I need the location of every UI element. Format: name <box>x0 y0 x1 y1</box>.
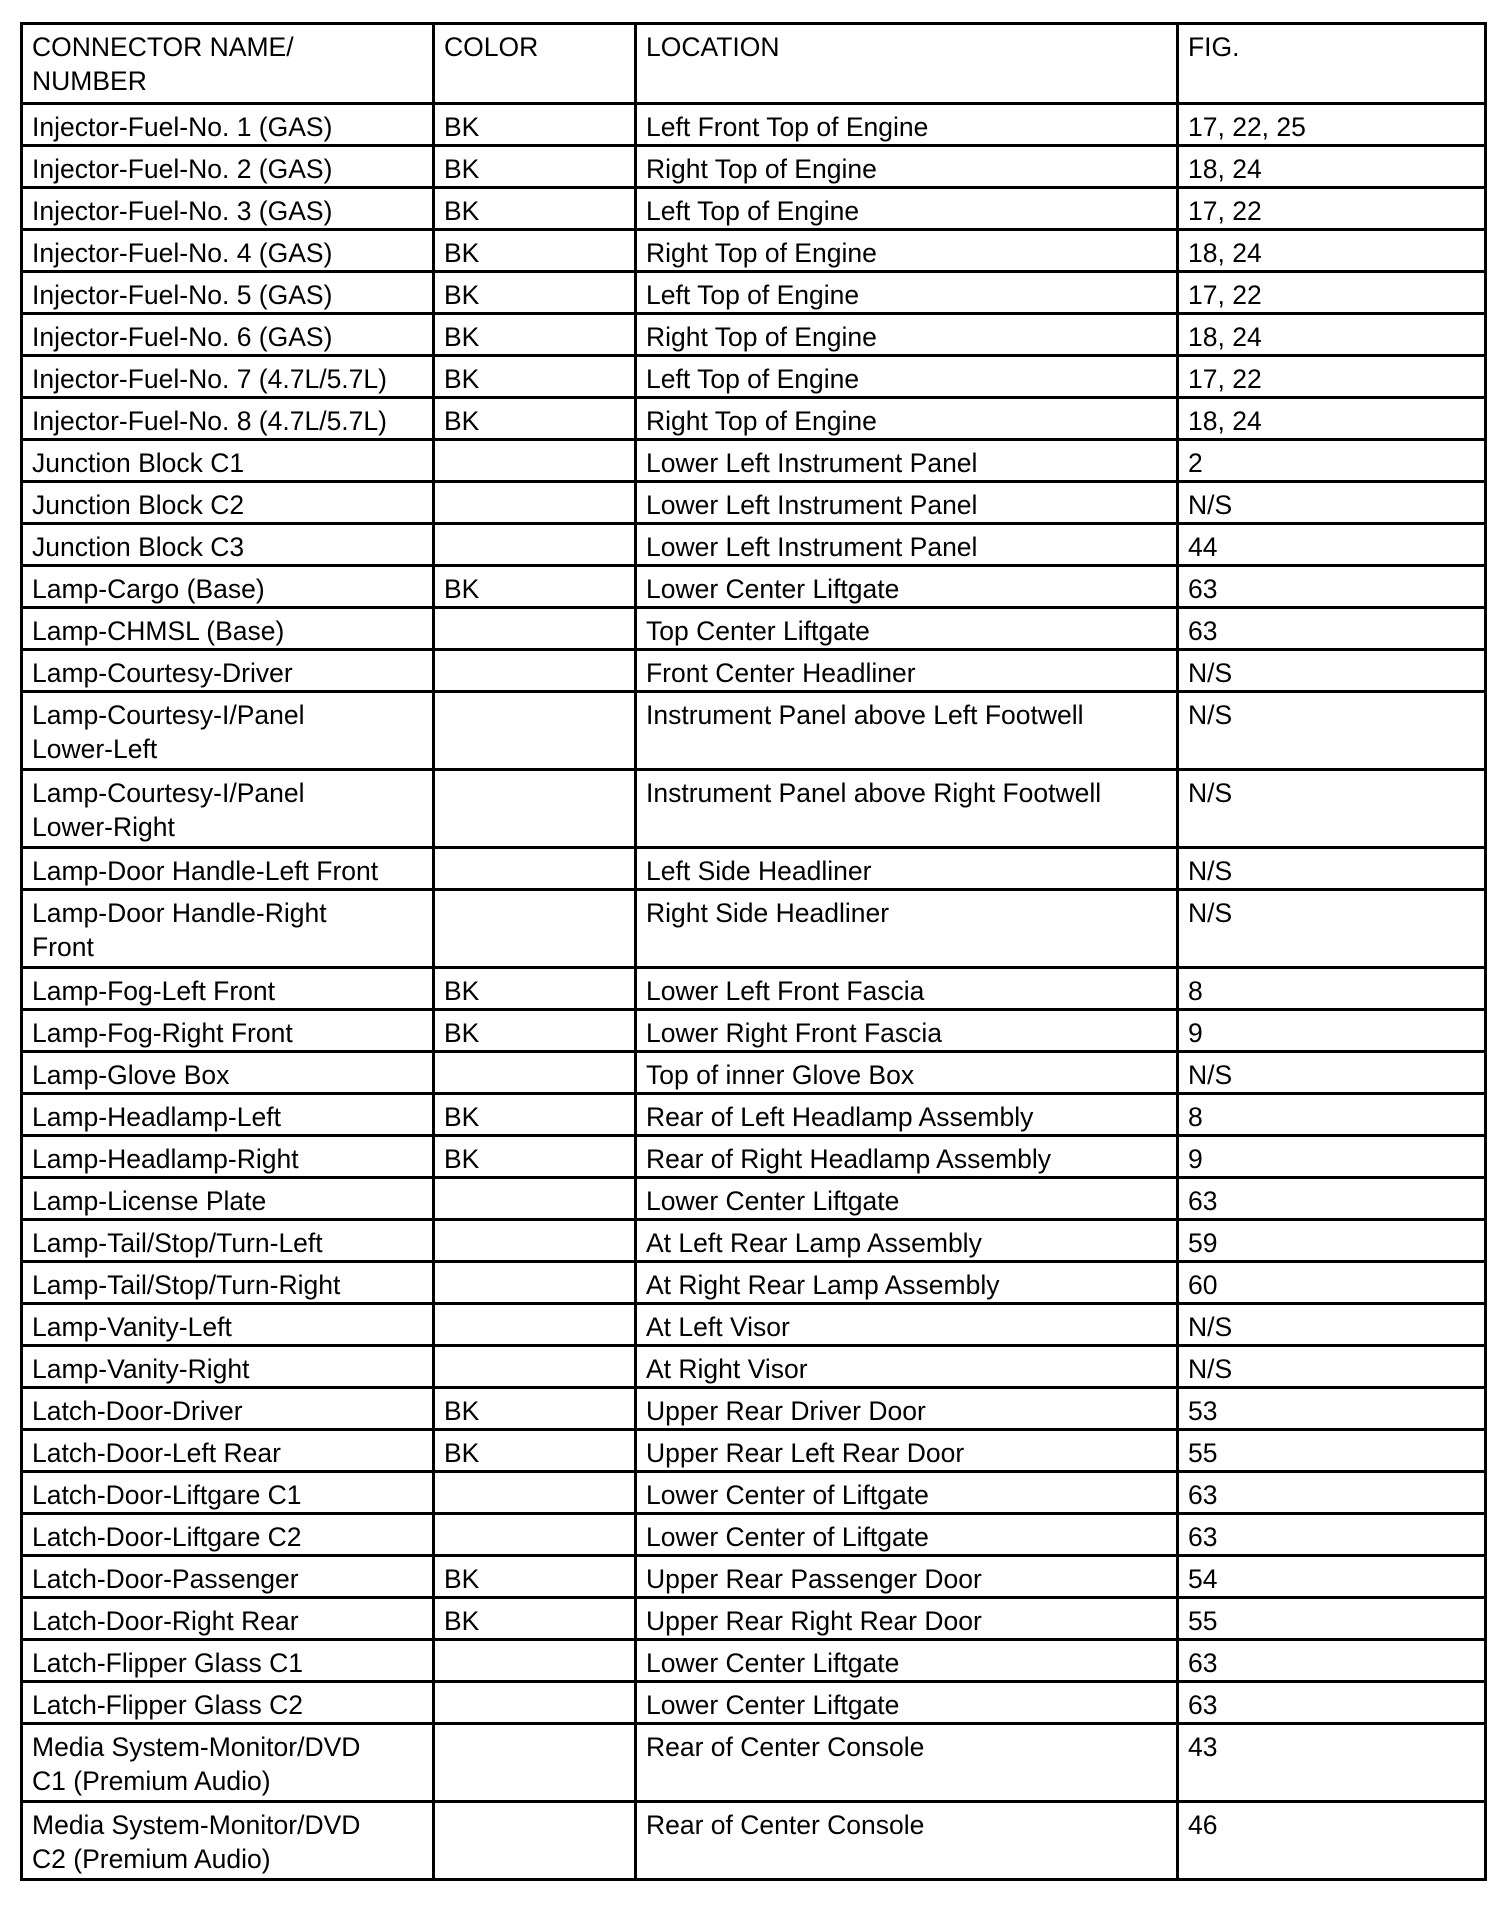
cell-connector-name: Lamp-Tail/Stop/Turn-Left <box>22 1220 434 1262</box>
table-row <box>22 650 1486 692</box>
cell-connector-name: Latch-Flipper Glass C2 <box>22 1682 434 1724</box>
cell-location: Right Top of Engine <box>636 398 1178 440</box>
table-row <box>22 1388 1486 1430</box>
cell-fig: 8 <box>1178 1094 1486 1136</box>
cell-connector-name: Lamp-Courtesy-I/Panel Lower-Left <box>22 692 434 770</box>
table-row <box>22 1094 1486 1136</box>
table-row <box>22 1304 1486 1346</box>
cell-connector-name: Injector-Fuel-No. 3 (GAS) <box>22 188 434 230</box>
table-row <box>22 398 1486 440</box>
cell-connector-name: Media System-Monitor/DVD C2 (Premium Audio) <box>22 1802 434 1880</box>
header-fig: FIG. <box>1178 24 1486 104</box>
table-row <box>22 188 1486 230</box>
table-row <box>22 524 1486 566</box>
cell-location: Lower Right Front Fascia <box>636 1010 1178 1052</box>
table-row <box>22 1430 1486 1472</box>
cell-color: BK <box>434 1136 636 1178</box>
cell-connector-name: Injector-Fuel-No. 6 (GAS) <box>22 314 434 356</box>
table-row <box>22 1472 1486 1514</box>
table-row <box>22 770 1486 848</box>
cell-color <box>434 1682 636 1724</box>
cell-connector-name: Lamp-Headlamp-Left <box>22 1094 434 1136</box>
cell-color <box>434 1052 636 1094</box>
cell-color: BK <box>434 1010 636 1052</box>
table-row <box>22 314 1486 356</box>
cell-location: Lower Center Liftgate <box>636 1178 1178 1220</box>
cell-color <box>434 770 636 848</box>
cell-connector-name: Latch-Door-Driver <box>22 1388 434 1430</box>
cell-location: At Left Rear Lamp Assembly <box>636 1220 1178 1262</box>
cell-location: Lower Center Liftgate <box>636 1682 1178 1724</box>
table-row <box>22 146 1486 188</box>
cell-color <box>434 1472 636 1514</box>
cell-connector-name: Lamp-Vanity-Left <box>22 1304 434 1346</box>
cell-fig: 63 <box>1178 1682 1486 1724</box>
cell-fig: N/S <box>1178 482 1486 524</box>
cell-color <box>434 440 636 482</box>
table-row <box>22 1724 1486 1802</box>
cell-color: BK <box>434 566 636 608</box>
table-row <box>22 1178 1486 1220</box>
cell-connector-name: Lamp-Door Handle-Left Front <box>22 848 434 890</box>
cell-location: Lower Center Liftgate <box>636 1640 1178 1682</box>
cell-location: Left Top of Engine <box>636 356 1178 398</box>
cell-color: BK <box>434 1598 636 1640</box>
cell-fig: N/S <box>1178 770 1486 848</box>
cell-connector-name: Lamp-Fog-Left Front <box>22 968 434 1010</box>
cell-connector-name: Latch-Flipper Glass C1 <box>22 1640 434 1682</box>
table-row <box>22 1346 1486 1388</box>
cell-connector-name: Lamp-License Plate <box>22 1178 434 1220</box>
cell-color <box>434 692 636 770</box>
cell-connector-name: Lamp-Cargo (Base) <box>22 566 434 608</box>
cell-fig: 63 <box>1178 1514 1486 1556</box>
cell-color: BK <box>434 356 636 398</box>
cell-connector-name: Junction Block C2 <box>22 482 434 524</box>
cell-fig: 63 <box>1178 1472 1486 1514</box>
cell-color <box>434 1304 636 1346</box>
cell-color: BK <box>434 1094 636 1136</box>
cell-location: Instrument Panel above Left Footwell <box>636 692 1178 770</box>
header-color: COLOR <box>434 24 636 104</box>
cell-color: BK <box>434 1556 636 1598</box>
cell-fig: 2 <box>1178 440 1486 482</box>
cell-location: Lower Left Front Fascia <box>636 968 1178 1010</box>
cell-color: BK <box>434 188 636 230</box>
connector-table <box>20 22 1487 1881</box>
cell-fig: 54 <box>1178 1556 1486 1598</box>
cell-color <box>434 482 636 524</box>
cell-fig: N/S <box>1178 1304 1486 1346</box>
table-row <box>22 482 1486 524</box>
cell-location: At Right Rear Lamp Assembly <box>636 1262 1178 1304</box>
cell-connector-name: Junction Block C3 <box>22 524 434 566</box>
table-row <box>22 1598 1486 1640</box>
cell-fig: 17, 22 <box>1178 188 1486 230</box>
cell-color <box>434 1262 636 1304</box>
cell-connector-name: Injector-Fuel-No. 8 (4.7L/5.7L) <box>22 398 434 440</box>
cell-location: Instrument Panel above Right Footwell <box>636 770 1178 848</box>
table-row <box>22 230 1486 272</box>
cell-fig: 18, 24 <box>1178 146 1486 188</box>
cell-location: Top Center Liftgate <box>636 608 1178 650</box>
cell-color <box>434 524 636 566</box>
cell-color <box>434 650 636 692</box>
cell-color <box>434 1724 636 1802</box>
cell-color: BK <box>434 272 636 314</box>
table-row <box>22 1262 1486 1304</box>
table-row <box>22 1640 1486 1682</box>
table-row <box>22 566 1486 608</box>
cell-location: Right Top of Engine <box>636 146 1178 188</box>
table-row <box>22 1220 1486 1262</box>
cell-connector-name: Lamp-Glove Box <box>22 1052 434 1094</box>
table-row <box>22 968 1486 1010</box>
cell-connector-name: Lamp-Vanity-Right <box>22 1346 434 1388</box>
cell-color: BK <box>434 1388 636 1430</box>
cell-location: Lower Left Instrument Panel <box>636 524 1178 566</box>
cell-location: Lower Left Instrument Panel <box>636 440 1178 482</box>
cell-connector-name: Injector-Fuel-No. 5 (GAS) <box>22 272 434 314</box>
cell-connector-name: Injector-Fuel-No. 2 (GAS) <box>22 146 434 188</box>
cell-location: Left Top of Engine <box>636 188 1178 230</box>
cell-fig: 18, 24 <box>1178 314 1486 356</box>
cell-fig: 9 <box>1178 1010 1486 1052</box>
cell-connector-name: Latch-Door-Left Rear <box>22 1430 434 1472</box>
cell-location: Rear of Left Headlamp Assembly <box>636 1094 1178 1136</box>
cell-location: Upper Rear Left Rear Door <box>636 1430 1178 1472</box>
cell-fig: 9 <box>1178 1136 1486 1178</box>
cell-location: Right Top of Engine <box>636 314 1178 356</box>
table-row <box>22 848 1486 890</box>
cell-connector-name: Injector-Fuel-No. 7 (4.7L/5.7L) <box>22 356 434 398</box>
cell-connector-name: Media System-Monitor/DVD C1 (Premium Audio) <box>22 1724 434 1802</box>
cell-color: BK <box>434 398 636 440</box>
cell-location: Lower Center of Liftgate <box>636 1472 1178 1514</box>
table-row <box>22 890 1486 968</box>
cell-fig: 60 <box>1178 1262 1486 1304</box>
cell-fig: 8 <box>1178 968 1486 1010</box>
cell-fig: 43 <box>1178 1724 1486 1802</box>
cell-location: Front Center Headliner <box>636 650 1178 692</box>
cell-location: Lower Left Instrument Panel <box>636 482 1178 524</box>
table-row <box>22 104 1486 146</box>
cell-connector-name: Latch-Door-Liftgare C1 <box>22 1472 434 1514</box>
cell-location: Right Top of Engine <box>636 230 1178 272</box>
table-row <box>22 1136 1486 1178</box>
table-row <box>22 1802 1486 1880</box>
cell-fig: N/S <box>1178 890 1486 968</box>
cell-fig: 44 <box>1178 524 1486 566</box>
cell-connector-name: Lamp-Tail/Stop/Turn-Right <box>22 1262 434 1304</box>
cell-location: Right Side Headliner <box>636 890 1178 968</box>
table-row <box>22 1052 1486 1094</box>
cell-color <box>434 1346 636 1388</box>
cell-connector-name: Injector-Fuel-No. 1 (GAS) <box>22 104 434 146</box>
cell-connector-name: Junction Block C1 <box>22 440 434 482</box>
cell-fig: N/S <box>1178 692 1486 770</box>
cell-fig: 46 <box>1178 1802 1486 1880</box>
cell-location: At Left Visor <box>636 1304 1178 1346</box>
cell-fig: N/S <box>1178 848 1486 890</box>
table-row <box>22 356 1486 398</box>
cell-connector-name: Lamp-Door Handle-Right Front <box>22 890 434 968</box>
cell-color <box>434 1514 636 1556</box>
cell-color <box>434 890 636 968</box>
cell-fig: 63 <box>1178 1178 1486 1220</box>
cell-color <box>434 1178 636 1220</box>
cell-location: Lower Center of Liftgate <box>636 1514 1178 1556</box>
table-row <box>22 1556 1486 1598</box>
cell-location: Rear of Right Headlamp Assembly <box>636 1136 1178 1178</box>
header-connector-name: CONNECTOR NAME/ NUMBER <box>22 24 434 104</box>
cell-location: Left Top of Engine <box>636 272 1178 314</box>
cell-connector-name: Lamp-Fog-Right Front <box>22 1010 434 1052</box>
cell-color: BK <box>434 104 636 146</box>
cell-location: Upper Rear Right Rear Door <box>636 1598 1178 1640</box>
cell-color: BK <box>434 146 636 188</box>
cell-fig: 53 <box>1178 1388 1486 1430</box>
cell-fig: 55 <box>1178 1430 1486 1472</box>
cell-connector-name: Latch-Door-Liftgare C2 <box>22 1514 434 1556</box>
cell-location: Rear of Center Console <box>636 1724 1178 1802</box>
header-location: LOCATION <box>636 24 1178 104</box>
table-row <box>22 692 1486 770</box>
header-row <box>22 24 1486 104</box>
cell-location: Upper Rear Passenger Door <box>636 1556 1178 1598</box>
cell-fig: N/S <box>1178 650 1486 692</box>
cell-connector-name: Lamp-Courtesy-Driver <box>22 650 434 692</box>
table-row <box>22 1514 1486 1556</box>
cell-connector-name: Lamp-CHMSL (Base) <box>22 608 434 650</box>
cell-color: BK <box>434 230 636 272</box>
table-row <box>22 1682 1486 1724</box>
cell-location: Rear of Center Console <box>636 1802 1178 1880</box>
cell-connector-name: Latch-Door-Passenger <box>22 1556 434 1598</box>
cell-location: Left Front Top of Engine <box>636 104 1178 146</box>
table-row <box>22 608 1486 650</box>
cell-color <box>434 608 636 650</box>
cell-connector-name: Latch-Door-Right Rear <box>22 1598 434 1640</box>
cell-fig: 18, 24 <box>1178 230 1486 272</box>
cell-location: At Right Visor <box>636 1346 1178 1388</box>
cell-fig: 63 <box>1178 566 1486 608</box>
cell-fig: 17, 22 <box>1178 356 1486 398</box>
cell-color <box>434 1802 636 1880</box>
table-row <box>22 440 1486 482</box>
cell-location: Top of inner Glove Box <box>636 1052 1178 1094</box>
cell-fig: N/S <box>1178 1052 1486 1094</box>
table-row <box>22 1010 1486 1052</box>
cell-color: BK <box>434 314 636 356</box>
cell-fig: 18, 24 <box>1178 398 1486 440</box>
cell-connector-name: Injector-Fuel-No. 4 (GAS) <box>22 230 434 272</box>
cell-fig: 17, 22 <box>1178 272 1486 314</box>
cell-fig: 63 <box>1178 608 1486 650</box>
cell-color <box>434 1220 636 1262</box>
cell-location: Upper Rear Driver Door <box>636 1388 1178 1430</box>
cell-connector-name: Lamp-Courtesy-I/Panel Lower-Right <box>22 770 434 848</box>
cell-location: Left Side Headliner <box>636 848 1178 890</box>
cell-location: Lower Center Liftgate <box>636 566 1178 608</box>
cell-color <box>434 1640 636 1682</box>
cell-fig: 17, 22, 25 <box>1178 104 1486 146</box>
cell-color <box>434 848 636 890</box>
cell-color: BK <box>434 968 636 1010</box>
cell-fig: 55 <box>1178 1598 1486 1640</box>
table-row <box>22 272 1486 314</box>
cell-fig: 63 <box>1178 1640 1486 1682</box>
cell-connector-name: Lamp-Headlamp-Right <box>22 1136 434 1178</box>
cell-fig: 59 <box>1178 1220 1486 1262</box>
cell-color: BK <box>434 1430 636 1472</box>
cell-fig: N/S <box>1178 1346 1486 1388</box>
